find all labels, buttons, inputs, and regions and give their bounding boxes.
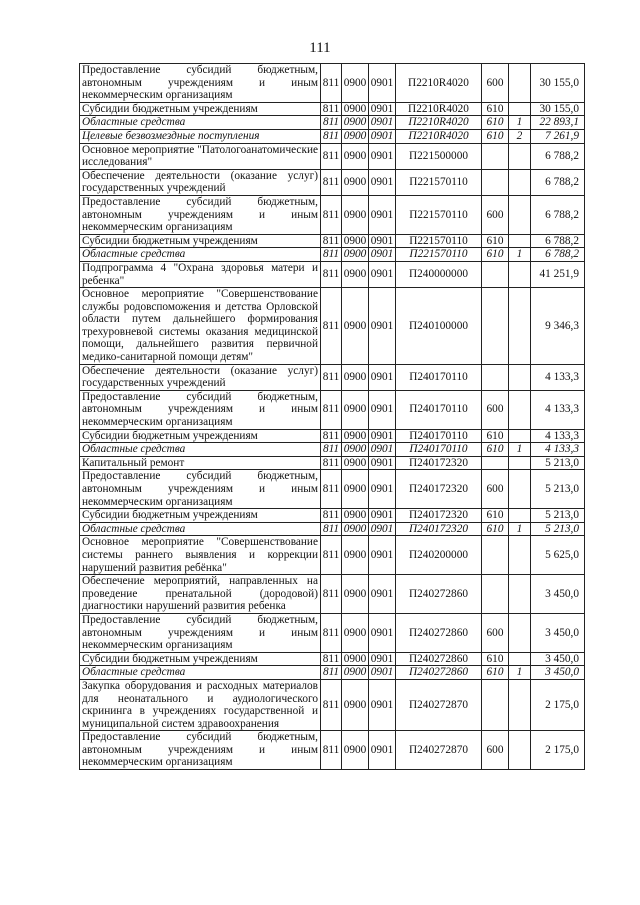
table-row (80, 129, 585, 143)
funding-source-cell (509, 195, 531, 234)
table-row (80, 443, 585, 457)
subsection-code-cell: 0901 (369, 390, 396, 429)
amount-cell: 22 893,1 (531, 116, 585, 130)
amount-cell: 5 213,0 (531, 509, 585, 523)
funding-source-cell (509, 536, 531, 575)
table-row (80, 536, 585, 575)
section-code-cell: 0900 (342, 470, 369, 509)
ministry-code-cell: 811 (321, 261, 342, 287)
subsection-code-cell: 0901 (369, 575, 396, 614)
funding-source-cell: 2 (509, 129, 531, 143)
table-row (80, 248, 585, 262)
ministry-code-cell: 811 (321, 536, 342, 575)
amount-cell: 30 155,0 (531, 64, 585, 103)
page-number: 111 (309, 40, 331, 56)
row-name-cell: Областные средства (80, 116, 321, 130)
section-code-cell: 0900 (342, 195, 369, 234)
amount-cell: 6 788,2 (531, 234, 585, 248)
expense-type-cell (482, 169, 509, 195)
ministry-code-cell: 811 (321, 234, 342, 248)
subsection-code-cell: 0901 (369, 288, 396, 365)
section-code-cell: 0900 (342, 364, 369, 390)
expense-type-cell: 600 (482, 195, 509, 234)
table-row (80, 195, 585, 234)
row-name-cell: Областные средства (80, 248, 321, 262)
section-code-cell: 0900 (342, 143, 369, 169)
amount-cell: 4 133,3 (531, 390, 585, 429)
subsection-code-cell: 0901 (369, 509, 396, 523)
table-row (80, 509, 585, 523)
expense-type-cell: 610 (482, 429, 509, 443)
expense-type-cell: 610 (482, 248, 509, 262)
ministry-code-cell: 811 (321, 102, 342, 116)
ministry-code-cell: 811 (321, 575, 342, 614)
amount-cell: 4 133,3 (531, 364, 585, 390)
table-row (80, 522, 585, 536)
target-article-cell: П221570110 (396, 234, 482, 248)
row-name-cell: Субсидии бюджетным учреждениям (80, 652, 321, 666)
target-article-cell: П221570110 (396, 248, 482, 262)
subsection-code-cell: 0901 (369, 429, 396, 443)
amount-cell: 5 213,0 (531, 522, 585, 536)
ministry-code-cell: 811 (321, 522, 342, 536)
subsection-code-cell: 0901 (369, 666, 396, 680)
expense-type-cell (482, 261, 509, 287)
funding-source-cell: 1 (509, 443, 531, 457)
target-article-cell: П221570110 (396, 195, 482, 234)
row-name-cell: Субсидии бюджетным учреждениям (80, 234, 321, 248)
subsection-code-cell: 0901 (369, 116, 396, 130)
subsection-code-cell: 0901 (369, 143, 396, 169)
funding-source-cell (509, 470, 531, 509)
expense-type-cell (482, 575, 509, 614)
row-name-cell: Предоставление субсидий бюджетным, автономным учреждениям и иным некоммерческим организациям (80, 731, 321, 770)
subsection-code-cell: 0901 (369, 234, 396, 248)
table-row (80, 143, 585, 169)
funding-source-cell (509, 613, 531, 652)
subsection-code-cell: 0901 (369, 248, 396, 262)
expense-type-cell: 610 (482, 443, 509, 457)
amount-cell: 41 251,9 (531, 261, 585, 287)
funding-source-cell (509, 575, 531, 614)
funding-source-cell: 1 (509, 522, 531, 536)
row-name-cell: Капитальный ремонт (80, 456, 321, 470)
funding-source-cell (509, 169, 531, 195)
subsection-code-cell: 0901 (369, 169, 396, 195)
subsection-code-cell: 0901 (369, 522, 396, 536)
expense-type-cell (482, 143, 509, 169)
section-code-cell: 0900 (342, 731, 369, 770)
row-name-cell: Основное мероприятие "Патологоанатомические исследования" (80, 143, 321, 169)
ministry-code-cell: 811 (321, 64, 342, 103)
target-article-cell: П240272860 (396, 613, 482, 652)
funding-source-cell (509, 652, 531, 666)
budget-table (79, 63, 585, 770)
section-code-cell: 0900 (342, 456, 369, 470)
target-article-cell: П240172320 (396, 456, 482, 470)
subsection-code-cell: 0901 (369, 364, 396, 390)
row-name-cell: Закупка оборудования и расходных материалов для неонатального и аудиологического скрининга в учреждениях государственной и муниципальной систем здравоохранения (80, 679, 321, 730)
ministry-code-cell: 811 (321, 470, 342, 509)
target-article-cell: П240272870 (396, 679, 482, 730)
subsection-code-cell: 0901 (369, 652, 396, 666)
subsection-code-cell: 0901 (369, 443, 396, 457)
budget-table-container (79, 63, 584, 770)
funding-source-cell (509, 731, 531, 770)
expense-type-cell: 600 (482, 731, 509, 770)
ministry-code-cell: 811 (321, 613, 342, 652)
funding-source-cell (509, 364, 531, 390)
section-code-cell: 0900 (342, 679, 369, 730)
target-article-cell: П240170110 (396, 364, 482, 390)
target-article-cell: П240272870 (396, 731, 482, 770)
target-article-cell: П2210R4020 (396, 102, 482, 116)
subsection-code-cell: 0901 (369, 195, 396, 234)
ministry-code-cell: 811 (321, 248, 342, 262)
subsection-code-cell: 0901 (369, 679, 396, 730)
section-code-cell: 0900 (342, 443, 369, 457)
subsection-code-cell: 0901 (369, 613, 396, 652)
funding-source-cell (509, 456, 531, 470)
subsection-code-cell: 0901 (369, 64, 396, 103)
row-name-cell: Обеспечение деятельности (оказание услуг) государственных учреждений (80, 364, 321, 390)
amount-cell: 2 175,0 (531, 731, 585, 770)
section-code-cell: 0900 (342, 509, 369, 523)
target-article-cell: П221500000 (396, 143, 482, 169)
section-code-cell: 0900 (342, 288, 369, 365)
row-name-cell: Основное мероприятие "Совершенствование службы родовспоможения и детства Орловской области путем дальнейшего формирования трехуровневой системы оказания медицинской помощи, дальнейшего развития первичной медико-санитарной помощи детям" (80, 288, 321, 365)
amount-cell: 5 625,0 (531, 536, 585, 575)
funding-source-cell (509, 261, 531, 287)
expense-type-cell (482, 679, 509, 730)
ministry-code-cell: 811 (321, 169, 342, 195)
amount-cell: 5 213,0 (531, 470, 585, 509)
row-name-cell: Областные средства (80, 522, 321, 536)
section-code-cell: 0900 (342, 261, 369, 287)
expense-type-cell (482, 456, 509, 470)
section-code-cell: 0900 (342, 102, 369, 116)
target-article-cell: П240172320 (396, 509, 482, 523)
funding-source-cell (509, 234, 531, 248)
ministry-code-cell: 811 (321, 652, 342, 666)
amount-cell: 3 450,0 (531, 613, 585, 652)
table-row (80, 575, 585, 614)
expense-type-cell: 610 (482, 234, 509, 248)
amount-cell: 7 261,9 (531, 129, 585, 143)
table-row (80, 679, 585, 730)
section-code-cell: 0900 (342, 666, 369, 680)
section-code-cell: 0900 (342, 613, 369, 652)
funding-source-cell (509, 429, 531, 443)
expense-type-cell: 610 (482, 666, 509, 680)
ministry-code-cell: 811 (321, 143, 342, 169)
expense-type-cell: 600 (482, 64, 509, 103)
expense-type-cell: 610 (482, 102, 509, 116)
table-row (80, 429, 585, 443)
funding-source-cell (509, 143, 531, 169)
target-article-cell: П240172320 (396, 522, 482, 536)
target-article-cell: П221570110 (396, 169, 482, 195)
section-code-cell: 0900 (342, 652, 369, 666)
amount-cell: 6 788,2 (531, 169, 585, 195)
row-name-cell: Предоставление субсидий бюджетным, автономным учреждениям и иным некоммерческим организациям (80, 470, 321, 509)
amount-cell: 6 788,2 (531, 248, 585, 262)
row-name-cell: Предоставление субсидий бюджетным, автономным учреждениям и иным некоммерческим организациям (80, 613, 321, 652)
subsection-code-cell: 0901 (369, 470, 396, 509)
table-row (80, 102, 585, 116)
amount-cell: 6 788,2 (531, 195, 585, 234)
ministry-code-cell: 811 (321, 364, 342, 390)
table-row (80, 470, 585, 509)
expense-type-cell (482, 536, 509, 575)
ministry-code-cell: 811 (321, 116, 342, 130)
table-row (80, 116, 585, 130)
expense-type-cell: 600 (482, 470, 509, 509)
section-code-cell: 0900 (342, 248, 369, 262)
funding-source-cell (509, 64, 531, 103)
table-row (80, 613, 585, 652)
expense-type-cell: 610 (482, 509, 509, 523)
target-article-cell: П2210R4020 (396, 116, 482, 130)
section-code-cell: 0900 (342, 429, 369, 443)
subsection-code-cell: 0901 (369, 731, 396, 770)
funding-source-cell: 1 (509, 666, 531, 680)
row-name-cell: Предоставление субсидий бюджетным, автономным учреждениям и иным некоммерческим организациям (80, 390, 321, 429)
expense-type-cell (482, 364, 509, 390)
section-code-cell: 0900 (342, 116, 369, 130)
row-name-cell: Субсидии бюджетным учреждениям (80, 102, 321, 116)
table-row (80, 288, 585, 365)
row-name-cell: Обеспечение деятельности (оказание услуг) государственных учреждений (80, 169, 321, 195)
section-code-cell: 0900 (342, 169, 369, 195)
ministry-code-cell: 811 (321, 679, 342, 730)
ministry-code-cell: 811 (321, 666, 342, 680)
ministry-code-cell: 811 (321, 443, 342, 457)
ministry-code-cell: 811 (321, 731, 342, 770)
row-name-cell: Предоставление субсидий бюджетным, автономным учреждениям и иным некоммерческим организациям (80, 64, 321, 103)
section-code-cell: 0900 (342, 129, 369, 143)
budget-table-body (80, 64, 585, 770)
funding-source-cell (509, 288, 531, 365)
table-row (80, 390, 585, 429)
table-row (80, 364, 585, 390)
table-row (80, 169, 585, 195)
row-name-cell: Целевые безвозмездные поступления (80, 129, 321, 143)
section-code-cell: 0900 (342, 64, 369, 103)
subsection-code-cell: 0901 (369, 102, 396, 116)
row-name-cell: Обеспечение мероприятий, направленных на проведение пренатальной (дородовой) диагностики нарушений развития ребенка (80, 575, 321, 614)
section-code-cell: 0900 (342, 522, 369, 536)
amount-cell: 3 450,0 (531, 666, 585, 680)
ministry-code-cell: 811 (321, 509, 342, 523)
target-article-cell: П240170110 (396, 390, 482, 429)
amount-cell: 6 788,2 (531, 143, 585, 169)
amount-cell: 5 213,0 (531, 456, 585, 470)
funding-source-cell: 1 (509, 116, 531, 130)
row-name-cell: Основное мероприятие "Совершенствование системы раннего выявления и коррекции нарушений развития ребёнка" (80, 536, 321, 575)
expense-type-cell: 610 (482, 129, 509, 143)
target-article-cell: П240272860 (396, 666, 482, 680)
section-code-cell: 0900 (342, 536, 369, 575)
expense-type-cell: 600 (482, 390, 509, 429)
row-name-cell: Подпрограмма 4 "Охрана здоровья матери и ребенка" (80, 261, 321, 287)
amount-cell: 9 346,3 (531, 288, 585, 365)
expense-type-cell: 610 (482, 116, 509, 130)
subsection-code-cell: 0901 (369, 456, 396, 470)
target-article-cell: П2210R4020 (396, 64, 482, 103)
ministry-code-cell: 811 (321, 456, 342, 470)
subsection-code-cell: 0901 (369, 536, 396, 575)
amount-cell: 4 133,3 (531, 429, 585, 443)
target-article-cell: П240272860 (396, 652, 482, 666)
row-name-cell: Субсидии бюджетным учреждениям (80, 429, 321, 443)
subsection-code-cell: 0901 (369, 129, 396, 143)
target-article-cell: П240172320 (396, 470, 482, 509)
ministry-code-cell: 811 (321, 195, 342, 234)
amount-cell: 2 175,0 (531, 679, 585, 730)
row-name-cell: Областные средства (80, 443, 321, 457)
target-article-cell: П240170110 (396, 429, 482, 443)
funding-source-cell (509, 390, 531, 429)
table-row (80, 456, 585, 470)
funding-source-cell (509, 509, 531, 523)
table-row (80, 261, 585, 287)
section-code-cell: 0900 (342, 390, 369, 429)
table-row (80, 234, 585, 248)
amount-cell: 4 133,3 (531, 443, 585, 457)
target-article-cell: П2210R4020 (396, 129, 482, 143)
table-row (80, 731, 585, 770)
ministry-code-cell: 811 (321, 429, 342, 443)
funding-source-cell: 1 (509, 248, 531, 262)
target-article-cell: П240200000 (396, 536, 482, 575)
amount-cell: 30 155,0 (531, 102, 585, 116)
target-article-cell: П240272860 (396, 575, 482, 614)
target-article-cell: П240170110 (396, 443, 482, 457)
expense-type-cell: 610 (482, 652, 509, 666)
subsection-code-cell: 0901 (369, 261, 396, 287)
ministry-code-cell: 811 (321, 129, 342, 143)
table-row (80, 652, 585, 666)
amount-cell: 3 450,0 (531, 652, 585, 666)
funding-source-cell (509, 102, 531, 116)
row-name-cell: Предоставление субсидий бюджетным, автономным учреждениям и иным некоммерческим организациям (80, 195, 321, 234)
section-code-cell: 0900 (342, 234, 369, 248)
expense-type-cell (482, 288, 509, 365)
expense-type-cell: 610 (482, 522, 509, 536)
table-row (80, 666, 585, 680)
row-name-cell: Областные средства (80, 666, 321, 680)
table-row (80, 64, 585, 103)
amount-cell: 3 450,0 (531, 575, 585, 614)
target-article-cell: П240000000 (396, 261, 482, 287)
funding-source-cell (509, 679, 531, 730)
ministry-code-cell: 811 (321, 390, 342, 429)
ministry-code-cell: 811 (321, 288, 342, 365)
target-article-cell: П240100000 (396, 288, 482, 365)
section-code-cell: 0900 (342, 575, 369, 614)
expense-type-cell: 600 (482, 613, 509, 652)
row-name-cell: Субсидии бюджетным учреждениям (80, 509, 321, 523)
